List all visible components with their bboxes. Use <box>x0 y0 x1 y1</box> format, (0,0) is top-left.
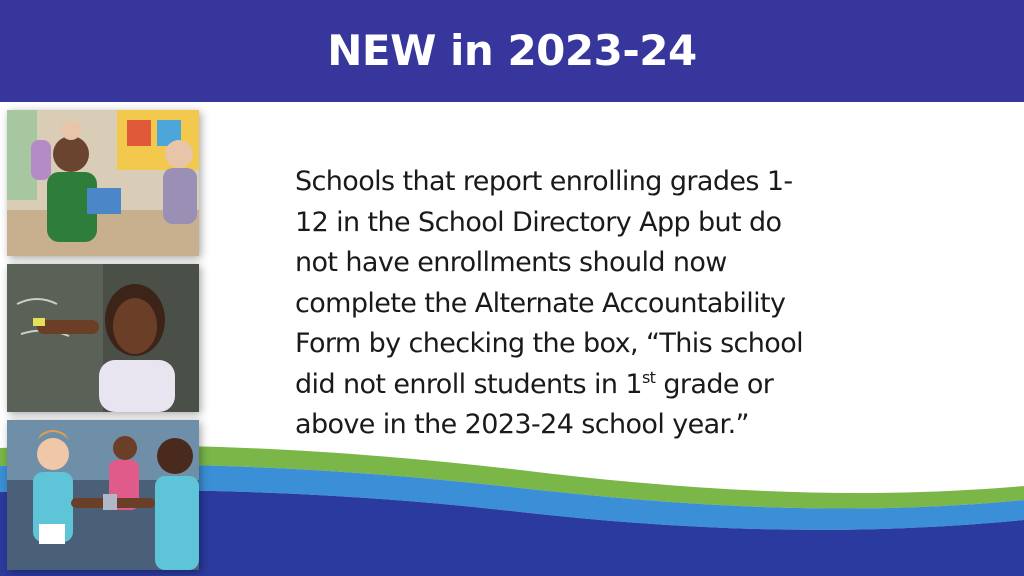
photo-girl-chalkboard <box>7 264 199 412</box>
body-line-1: Schools that report enrolling grades 1- <box>295 166 793 197</box>
slide-title: NEW in 2023-24 <box>327 26 697 75</box>
body-line-5: Form by checking the box, “This school <box>295 328 804 359</box>
photo-children-classroom <box>7 110 199 256</box>
body-line-6-after: grade or <box>655 368 774 400</box>
photo-relay-runners <box>7 420 199 570</box>
body-line-6-before: did not enroll students in 1 <box>295 368 642 400</box>
body-line-4: complete the Alternate Accountability <box>295 287 786 319</box>
body-line-3: not have enrollments should now <box>295 247 727 278</box>
body-line-6-superscript: st <box>641 367 656 387</box>
body-text <box>295 162 915 446</box>
body-line-7: above in the 2023-24 school year.” <box>295 409 749 440</box>
body-line-2: 12 in the School Directory App but do <box>295 206 782 238</box>
